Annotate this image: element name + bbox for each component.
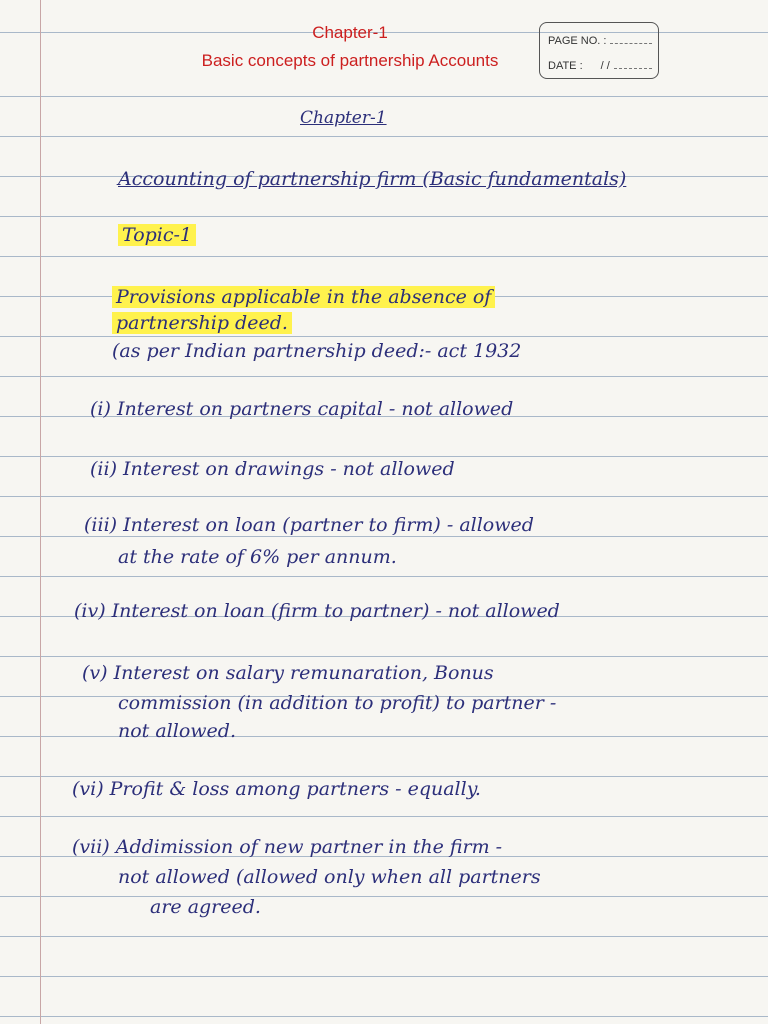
provisions-line-1-text: Provisions applicable in the absence of (112, 286, 495, 308)
list-item-continued: are agreed. (150, 896, 261, 918)
page-no-row (548, 27, 652, 47)
list-item-continued: not allowed (allowed only when all partners (118, 866, 541, 888)
list-item-continued: not allowed. (118, 720, 236, 742)
list-item-continued: at the rate of 6% per annum. (118, 546, 397, 568)
list-item: (iv) Interest on loan (firm to partner) - not allowed (74, 600, 560, 622)
list-item: (vi) Profit & loss among partners - equally. (72, 778, 481, 800)
date-value: / / (600, 60, 610, 72)
topic-title: Accounting of partnership firm (Basic fundamentals) (118, 168, 627, 190)
page-number-box (539, 22, 659, 79)
list-item: (i) Interest on partners capital - not allowed (90, 398, 514, 420)
page-header (140, 22, 560, 74)
chapter-title: Chapter-1 (312, 23, 388, 42)
date-row (548, 52, 652, 72)
list-item-continued: commission (in addition to profit) to partner - (118, 692, 557, 714)
list-item: (ii) Interest on drawings - not allowed (90, 458, 455, 480)
handwritten-chapter-heading: Chapter-1 (300, 108, 387, 128)
date-label: DATE : (548, 60, 583, 72)
provisions-line-1 (112, 286, 495, 308)
as-per-act-line: (as per Indian partnership deed:- act 1932 (112, 340, 522, 362)
margin-line (40, 0, 41, 1024)
topic-label-text: Topic-1 (118, 224, 196, 246)
chapter-subtitle: Basic concepts of partnership Accounts (201, 51, 499, 70)
list-item: (iii) Interest on loan (partner to firm) - allowed (84, 514, 534, 536)
page-no-line (610, 43, 652, 44)
topic-label (118, 224, 196, 246)
provisions-line-2 (112, 312, 292, 334)
provisions-line-2-text: partnership deed. (112, 312, 292, 334)
date-line (614, 68, 652, 69)
page-no-label: PAGE NO. : (548, 35, 607, 47)
list-item: (v) Interest on salary remunaration, Bonus (82, 662, 494, 684)
list-item: (vii) Addimission of new partner in the firm - (72, 836, 503, 858)
